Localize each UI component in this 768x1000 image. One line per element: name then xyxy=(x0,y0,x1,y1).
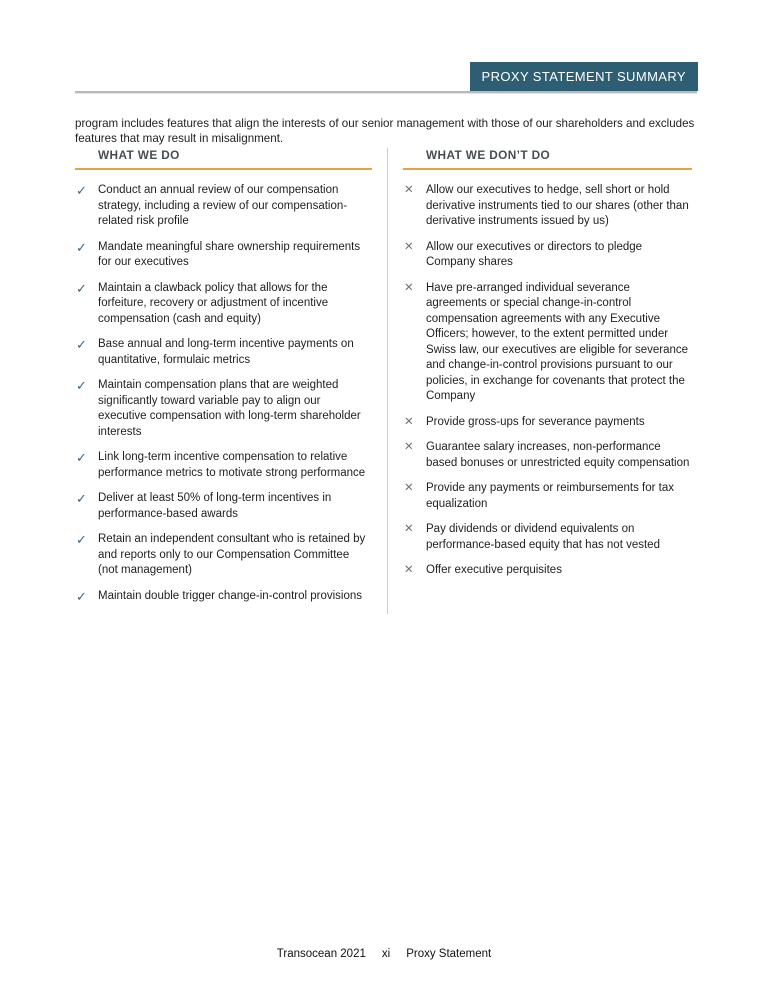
list-item-text: Provide any payments or reimbursements for tax equalization xyxy=(426,482,674,510)
list-item xyxy=(75,281,372,328)
list-item xyxy=(75,240,372,271)
list-item xyxy=(75,183,372,230)
footer-brand: Transocean 2021 xyxy=(276,948,366,960)
list-item xyxy=(403,281,692,405)
list-item-text: Deliver at least 50% of long-term incentives in performance-based awards xyxy=(98,492,332,520)
column-divider xyxy=(387,148,388,614)
list-item xyxy=(75,450,372,481)
list-item-text: Mandate meaningful share ownership requirements for our executives xyxy=(98,240,361,268)
list-item xyxy=(75,337,372,368)
list-item xyxy=(403,415,692,431)
list-item-text: Have pre-arranged individual severance agreements or special change-in-control compensation agreements with any Executive Officers; however, to the extent permitted under Swiss law, our executives are eligible for severance and change-in-control provisions pursuant to our policies, in exchange for covenants that protect the Company xyxy=(426,281,689,402)
list-item-text: Provide gross-ups for severance payments xyxy=(426,415,645,428)
list-item xyxy=(403,440,692,471)
cross-icon: ✕ xyxy=(404,441,414,453)
footer-doc-title: Proxy Statement xyxy=(406,948,492,960)
list-item xyxy=(403,240,692,271)
list-item-text: Offer executive perquisites xyxy=(426,564,562,576)
check-icon: ✓ xyxy=(76,239,87,255)
check-icon: ✓ xyxy=(76,337,87,352)
check-icon: ✓ xyxy=(76,491,87,506)
header-rule xyxy=(75,91,697,93)
page-footer xyxy=(0,948,768,960)
list-item xyxy=(75,589,372,605)
cross-icon: ✕ xyxy=(404,482,414,494)
cross-icon: ✕ xyxy=(404,415,414,428)
what-we-dont-do-heading: WHAT WE DON’T DO xyxy=(403,148,692,170)
cross-icon: ✕ xyxy=(404,523,414,535)
list-item xyxy=(75,491,372,522)
list-item xyxy=(403,522,692,553)
list-item-text: Pay dividends or dividend equivalents on performance-based equity that has not vested xyxy=(426,523,660,551)
two-column-layout xyxy=(75,148,692,614)
check-icon: ✓ xyxy=(76,450,87,465)
what-we-do-list xyxy=(75,183,372,604)
list-item xyxy=(75,378,372,440)
check-icon: ✓ xyxy=(76,532,87,547)
list-item-text: Maintain compensation plans that are weighted significantly toward variable pay to align our executive compensation with long-term shareholder interests xyxy=(98,379,361,438)
check-icon: ✓ xyxy=(76,588,87,604)
what-we-do-heading: WHAT WE DO xyxy=(75,148,372,170)
what-we-dont-do-column xyxy=(403,148,692,614)
list-item-text: Retain an independent consultant who is retained by and reports only to our Compensation Committee (not management) xyxy=(98,533,366,576)
check-icon: ✓ xyxy=(76,280,87,296)
check-icon: ✓ xyxy=(76,183,87,198)
list-item-text: Maintain a clawback policy that allows for the forfeiture, recovery or adjustment of incentive compensation (cash and equity) xyxy=(98,281,329,325)
cross-icon: ✕ xyxy=(404,281,414,294)
list-item-text: Allow our executives to hedge, sell short or hold derivative instruments tied to our shares (other than derivative instruments issued by us) xyxy=(426,184,689,227)
list-item xyxy=(403,481,692,512)
footer-page-number: xi xyxy=(381,948,391,960)
cross-icon: ✕ xyxy=(404,240,414,253)
cross-icon: ✕ xyxy=(404,184,414,196)
section-banner: PROXY STATEMENT SUMMARY xyxy=(470,62,698,91)
list-item-text: Maintain double trigger change-in-control provisions xyxy=(98,589,363,602)
list-item xyxy=(403,183,692,230)
list-item xyxy=(75,532,372,579)
intro-paragraph: program includes features that align the interests of our senior management with those of our shareholders and excludes features that may result in misalignment. xyxy=(75,116,695,145)
what-we-dont-do-list xyxy=(403,183,692,579)
list-item xyxy=(403,563,692,579)
cross-icon: ✕ xyxy=(404,564,414,576)
what-we-do-column xyxy=(75,148,372,614)
list-item-text: Base annual and long-term incentive payments on quantitative, formulaic metrics xyxy=(98,338,354,366)
list-item-text: Allow our executives or directors to pledge Company shares xyxy=(426,240,643,268)
list-item-text: Guarantee salary increases, non-performance based bonuses or unrestricted equity compensation xyxy=(426,441,690,469)
list-item-text: Link long-term incentive compensation to relative performance metrics to motivate strong performance xyxy=(98,451,366,479)
list-item-text: Conduct an annual review of our compensation strategy, including a review of our compensation-related risk profile xyxy=(98,184,348,227)
check-icon: ✓ xyxy=(76,378,87,393)
